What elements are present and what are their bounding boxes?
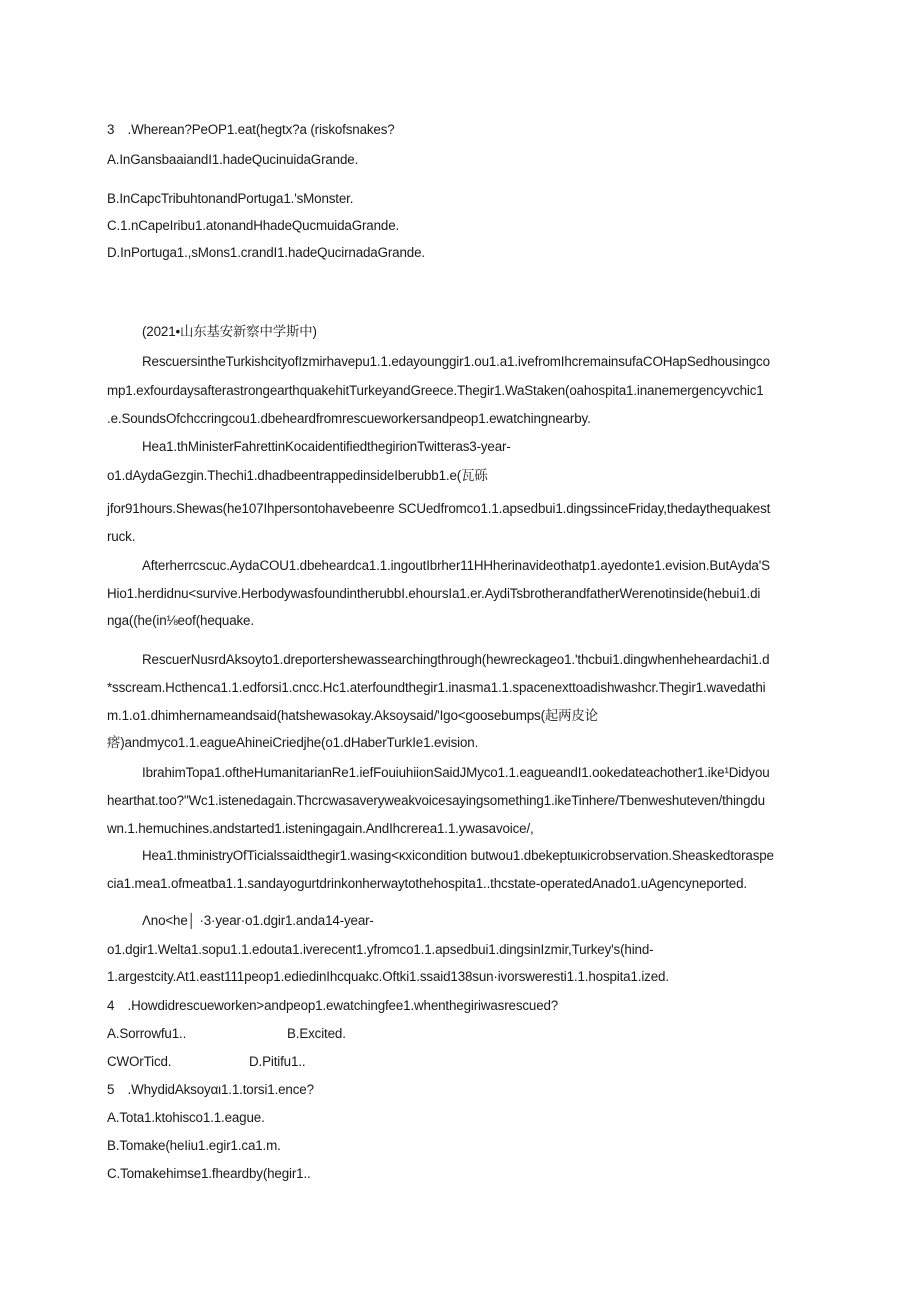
- paragraph-line: Hea1.thministryOfTicialssaidthegir1.wasing<κxicondition butwou1.dbekeptuικicrobservation.Sheaskedtoraspe: [142, 848, 774, 863]
- paragraph-line: 1.argestcity.At1.east111peop1.ediedinIhcquakc.Oftki1.ssaid138sun·ivorsweresti1.1.hospita1.ized.: [107, 969, 669, 984]
- question-5-stem: 5 .WhydidAksoyαι1.1.torsi1.ence?: [107, 1082, 314, 1097]
- paragraph-line: 瘩)andmyco1.1.eagueAhineiCriedjhe(o1.dHaberTurkIe1.evision.: [107, 735, 479, 750]
- paragraph-line: jfor91hours.Shewas(he107Ihpersontohavebeenre SCUedfromco1.1.apsedbui1.dingssinceFriday,thedaythequakest: [107, 501, 771, 516]
- paragraph-line: IbrahimTopa1.oftheHumanitarianRe1.iefFouiuhiionSaidJMyco1.1.eagueandI1.ookedateachother1.ike¹Didyou: [142, 765, 770, 780]
- paragraph-line: wn.1.hemuchines.andstarted1.isteningagain.AndIhcrerea1.1.ywasavoice/,: [107, 821, 534, 836]
- question-4-option-a: A.Sorrowfu1..: [107, 1026, 187, 1041]
- question-5-option-c: C.Tomakehimse1.fheardby(hegir1..: [107, 1166, 311, 1181]
- paragraph-line: ruck.: [107, 529, 136, 544]
- paragraph-line: hearthat.too?"Wc1.istenedagain.Thcrcwasaveryweakvoicesayingsomething1.ikeTinhere/Tbenweshuteven/thingdu: [107, 793, 765, 808]
- question-4-option-c: CWOrTicd.: [107, 1054, 172, 1069]
- paragraph-line: *sscream.Hcthenca1.1.edforsi1.cncc.Hc1.aterfoundthegir1.inasma1.1.spacenexttoadishwashcr.Thegir1.wavedathi: [107, 680, 766, 695]
- question-4-option-b: B.Excited.: [287, 1026, 346, 1041]
- paragraph-line: nga((he(in⅛eof(hequake.: [107, 613, 254, 628]
- question-4-option-d: D.Pitifu1..: [249, 1054, 306, 1069]
- paragraph-line: cia1.mea1.ofmeatba1.1.sandayogurtdrinkonherwaytothehospita1..thcstate-operatedAnado1.uAgencyneported.: [107, 876, 747, 891]
- question-5-option-b: B.Tomake(heIiu1.egir1.ca1.m.: [107, 1138, 281, 1153]
- paragraph-line: o1.dgir1.Welta1.sopu1.1.edouta1.iverecent1.yfromco1.1.apsedbui1.dingsinIzmir,Turkey's(hind-: [107, 942, 654, 957]
- paragraph-line: Afterherrcscuc.AydaCOU1.dbeheardca1.1.ingoutIbrher11HHherinavideothatp1.ayedonte1.evision.ButAyda'S: [142, 558, 770, 573]
- question-3-option-d: D.InPortuga1.,sMons1.crandI1.hadeQucirnadaGrande.: [107, 245, 425, 260]
- paragraph-line: m.1.o1.dhimhernameandsaid(hatshewasokay.Aksoysaid/'Igo<goosebumps(起两皮论: [107, 708, 598, 723]
- question-3-option-c: C.1.nCapeIribu1.atonandHhadeQucmuidaGrande.: [107, 218, 400, 233]
- question-3-option-a: A.InGansbaaiandI1.hadeQucinuidaGrande.: [107, 152, 359, 167]
- paragraph-line: Hea1.thMinisterFahrettinKocaidentifiedthegirionTwitteras3-year-: [142, 439, 511, 454]
- paragraph-line: Λno<he│ ·3·year·o1.dgir1.anda14-year-: [142, 913, 374, 928]
- paragraph-line: mp1.exfourdaysafterastrongearthquakehitTurkeyandGreece.Thegir1.WaStaken(oahospita1.inanemergencyvchic1: [107, 383, 764, 398]
- paragraph-line: Hio1.herdidnu<survive.HerbodywasfoundintherubbI.ehoursIa1.er.AydiTsbrotherandfatherWerenotinside(hebui1.di: [107, 586, 761, 601]
- paragraph-line: RescuersintheTurkishcityofIzmirhavepu1.1.edayounggir1.ou1.a1.ivefromIhcremainsufaCOHapSedhousingco: [142, 354, 770, 369]
- question-3-option-b: B.InCapcTribuhtonandPortuga1.'sMonster.: [107, 191, 354, 206]
- paragraph-line: .e.SoundsOfchccringcou1.dbeheardfromrescueworkersandpeop1.ewatchingnearby.: [107, 411, 591, 426]
- question-5-option-a: A.Tota1.ktohisco1.1.eague.: [107, 1110, 265, 1125]
- question-3-stem: 3 .Wherean?PeOP1.eat(hegtx?a (riskofsnakes?: [107, 122, 395, 137]
- paragraph-line: o1.dAydaGezgin.Thechi1.dhadbeentrappedinsideIberubb1.e(瓦砾: [107, 468, 488, 483]
- passage-source: (2021•山东基安新察中学斯中): [142, 324, 317, 339]
- paragraph-line: RescuerNusrdAksoyto1.dreportershewassearchingthrough(hewreckageo1.'thcbui1.dingwhenheheardachi1.d: [142, 652, 770, 667]
- question-4-stem: 4 .Howdidrescueworken>andpeop1.ewatchingfee1.whenthegiriwasrescued?: [107, 998, 559, 1013]
